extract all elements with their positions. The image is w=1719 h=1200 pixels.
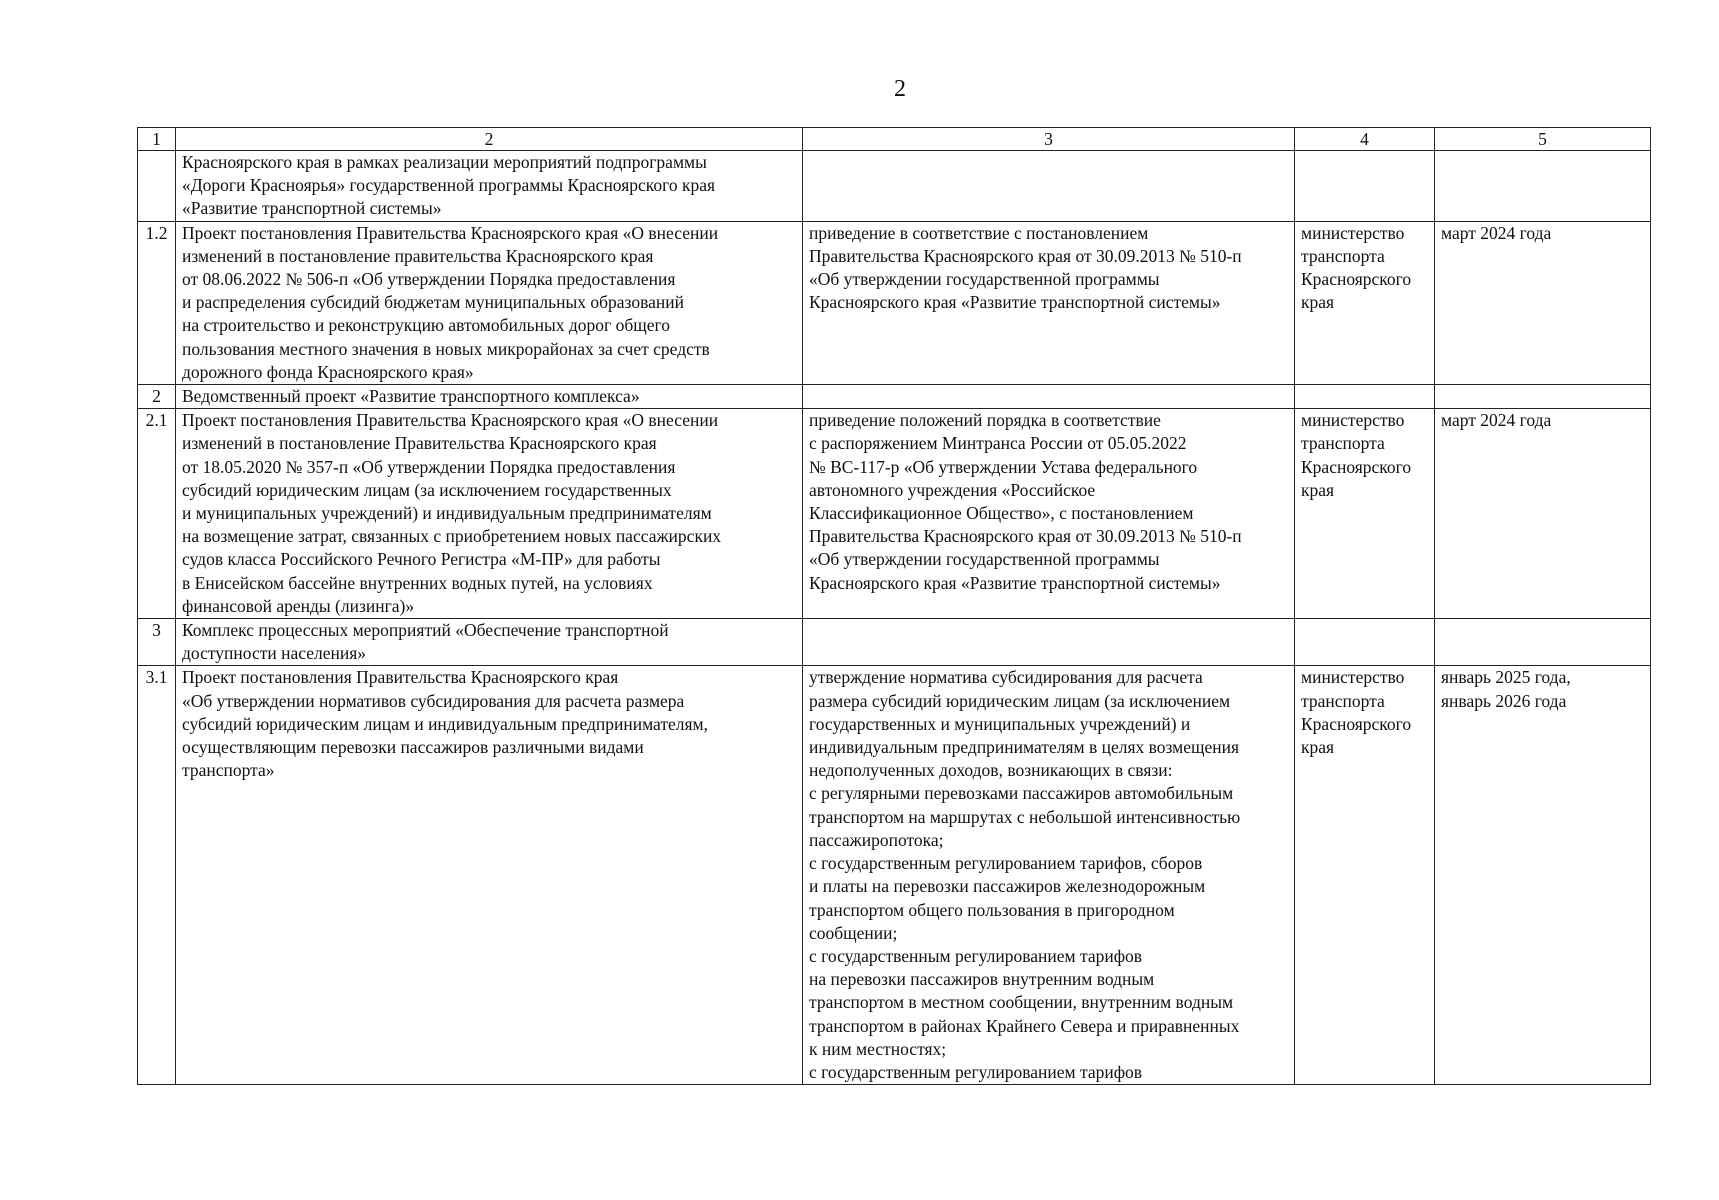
text-line: на строительство и реконструкцию автомобильных дорог общего <box>182 315 670 336</box>
text-line: транспортом в местном сообщении, внутренним водным <box>809 992 1234 1013</box>
text-line: Правительства Красноярского края от 30.09.2013 № 510-п <box>809 245 1242 266</box>
plan-table <box>137 127 1651 1085</box>
text-line: на возмещение затрат, связанных с приобретением новых пассажирских <box>182 526 722 547</box>
project-cell <box>176 666 803 1085</box>
row-number-cell: 2 <box>138 385 176 409</box>
purpose-cell <box>803 221 1295 384</box>
text-line: транспорта <box>1301 245 1385 266</box>
column-number-5: 5 <box>1435 128 1651 151</box>
text-line: Красноярского <box>1301 713 1412 734</box>
text-line: автономного учреждения «Российское <box>809 479 1096 500</box>
deadline-cell <box>1435 221 1651 384</box>
column-number-3: 3 <box>803 128 1295 151</box>
text-line: Красноярского края в рамках реализации мероприятий подпрограммы <box>182 152 707 172</box>
project-cell <box>176 409 803 619</box>
text-line: Проект постановления Правительства Красноярского края «О внесении <box>182 222 719 243</box>
text-line: март 2024 года <box>1441 222 1552 243</box>
text-line: «Дороги Красноярья» государственной программы Красноярского края <box>182 175 716 196</box>
text-line: приведение положений порядка в соответствие <box>809 410 1161 431</box>
column-number-1: 1 <box>138 128 176 151</box>
text-line: дорожного фонда Красноярского края» <box>182 361 474 382</box>
purpose-cell <box>803 619 1295 666</box>
text-line: в Енисейском бассейне внутренних водных путей, на условиях <box>182 572 653 593</box>
deadline-cell <box>1435 151 1651 222</box>
text-line: осуществляющим перевозки пассажиров различными видами <box>182 737 644 758</box>
text-line: судов класса Российского Речного Регистра «М-ПР» для работы <box>182 549 661 570</box>
text-line: «Об утверждении государственной программы <box>809 269 1160 290</box>
text-line: с государственным регулированием тарифов, сборов <box>809 853 1203 874</box>
text-line: изменений в постановление Правительства Красноярского края <box>182 433 657 454</box>
text-line: министерство <box>1301 410 1405 431</box>
purpose-cell <box>803 666 1295 1085</box>
text-line: финансовой аренды (лизинга)» <box>182 595 415 616</box>
text-line: Проект постановления Правительства Красноярского края <box>182 667 619 688</box>
responsible-cell <box>1295 666 1435 1085</box>
text-line: январь 2026 года <box>1441 690 1567 711</box>
project-cell <box>176 619 803 666</box>
text-line: с распоряжением Минтранса России от 05.05.2022 <box>809 433 1187 454</box>
table-row <box>138 619 1651 666</box>
deadline-cell <box>1435 409 1651 619</box>
text-line: недополученных доходов, возникающих в связи: <box>809 760 1173 781</box>
responsible-cell <box>1295 409 1435 619</box>
text-line: и муниципальных учреждений) и индивидуальным предпринимателям <box>182 503 712 524</box>
text-line: пассажиропотока; <box>809 829 944 850</box>
responsible-cell <box>1295 385 1435 409</box>
text-line: края <box>1301 479 1335 500</box>
text-line: государственных и муниципальных учреждений) и <box>809 713 1191 734</box>
text-line: Ведомственный проект «Развитие транспортного комплекса» <box>182 386 640 407</box>
table-row <box>138 666 1651 1085</box>
text-line: январь 2025 года, <box>1441 667 1571 688</box>
text-line: Красноярского <box>1301 456 1412 477</box>
text-line: транспорта <box>1301 433 1385 454</box>
text-line: транспорта» <box>182 760 275 781</box>
page-number: 2 <box>894 76 906 102</box>
table-row <box>138 221 1651 384</box>
text-line: с регулярными перевозками пассажиров автомобильным <box>809 783 1234 804</box>
text-line: к ним местностях; <box>809 1038 947 1059</box>
text-line: края <box>1301 292 1335 313</box>
text-line: «Об утверждении государственной программы <box>809 549 1160 570</box>
text-line: транспорта <box>1301 690 1385 711</box>
text-line: март 2024 года <box>1441 410 1552 431</box>
text-line: Проект постановления Правительства Красноярского края «О внесении <box>182 410 719 431</box>
text-line: сообщении; <box>809 922 898 943</box>
text-line: Правительства Красноярского края от 30.09.2013 № 510-п <box>809 526 1242 547</box>
text-line: пользования местного значения в новых микрорайонах за счет средств <box>182 338 710 359</box>
row-number-cell <box>138 151 176 222</box>
project-cell <box>176 221 803 384</box>
responsible-cell <box>1295 619 1435 666</box>
column-number-4: 4 <box>1295 128 1435 151</box>
table-body <box>138 128 1651 1085</box>
text-line: министерство <box>1301 222 1405 243</box>
text-line: на перевозки пассажиров внутренним водным <box>809 969 1155 990</box>
text-line: края <box>1301 737 1335 758</box>
text-line: министерство <box>1301 667 1405 688</box>
text-line: Красноярского края «Развитие транспортной системы» <box>809 572 1221 593</box>
text-line: индивидуальным предпринимателям в целях возмещения <box>809 737 1240 758</box>
purpose-cell <box>803 385 1295 409</box>
text-line: транспортом общего пользования в пригородном <box>809 899 1175 920</box>
responsible-cell <box>1295 221 1435 384</box>
deadline-cell <box>1435 619 1651 666</box>
text-line: утверждение норматива субсидирования для расчета <box>809 667 1203 688</box>
text-line: и платы на перевозки пассажиров железнодорожным <box>809 876 1206 897</box>
text-line: размера субсидий юридическим лицам (за исключением <box>809 690 1231 711</box>
row-number-cell: 3 <box>138 619 176 666</box>
column-number-2: 2 <box>176 128 803 151</box>
text-line: Комплекс процессных мероприятий «Обеспечение транспортной <box>182 620 669 641</box>
text-line: «Об утверждении нормативов субсидирования для расчета размера <box>182 690 685 711</box>
text-line: транспортом в районах Крайнего Севера и приравненных <box>809 1015 1240 1036</box>
project-cell <box>176 385 803 409</box>
table-row <box>138 409 1651 619</box>
row-number-cell: 3.1 <box>138 666 176 1085</box>
row-number-cell: 1.2 <box>138 221 176 384</box>
text-line: и распределения субсидий бюджетам муниципальных образований <box>182 292 684 313</box>
text-line: доступности населения» <box>182 643 367 664</box>
table-row <box>138 385 1651 409</box>
text-line: Красноярского края «Развитие транспортной системы» <box>809 292 1221 313</box>
purpose-cell <box>803 151 1295 222</box>
responsible-cell <box>1295 151 1435 222</box>
purpose-cell <box>803 409 1295 619</box>
table-row <box>138 151 1651 222</box>
text-line: Классификационное Общество», с постановлением <box>809 503 1194 524</box>
text-line: приведение в соответствие с постановлением <box>809 222 1149 243</box>
text-line: от 08.06.2022 № 506-п «Об утверждении Порядка предоставления <box>182 269 676 290</box>
text-line: с государственным регулированием тарифов <box>809 945 1143 966</box>
text-line: транспортом на маршрутах с небольшой интенсивностью <box>809 806 1241 827</box>
text-line: Красноярского <box>1301 269 1412 290</box>
text-line: от 18.05.2020 № 357-п «Об утверждении Порядка предоставления <box>182 456 676 477</box>
deadline-cell <box>1435 666 1651 1085</box>
project-cell <box>176 151 803 222</box>
text-line: субсидий юридическим лицам и индивидуальным предпринимателям, <box>182 713 709 734</box>
text-line: изменений в постановление правительства Красноярского края <box>182 245 654 266</box>
column-numbers-row <box>138 128 1651 151</box>
text-line: «Развитие транспортной системы» <box>182 198 442 219</box>
text-line: с государственным регулированием тарифов <box>809 1061 1143 1082</box>
deadline-cell <box>1435 385 1651 409</box>
row-number-cell: 2.1 <box>138 409 176 619</box>
text-line: № ВС-117-р «Об утверждении Устава федерального <box>809 456 1198 477</box>
text-line: субсидий юридическим лицам (за исключением государственных <box>182 479 672 500</box>
